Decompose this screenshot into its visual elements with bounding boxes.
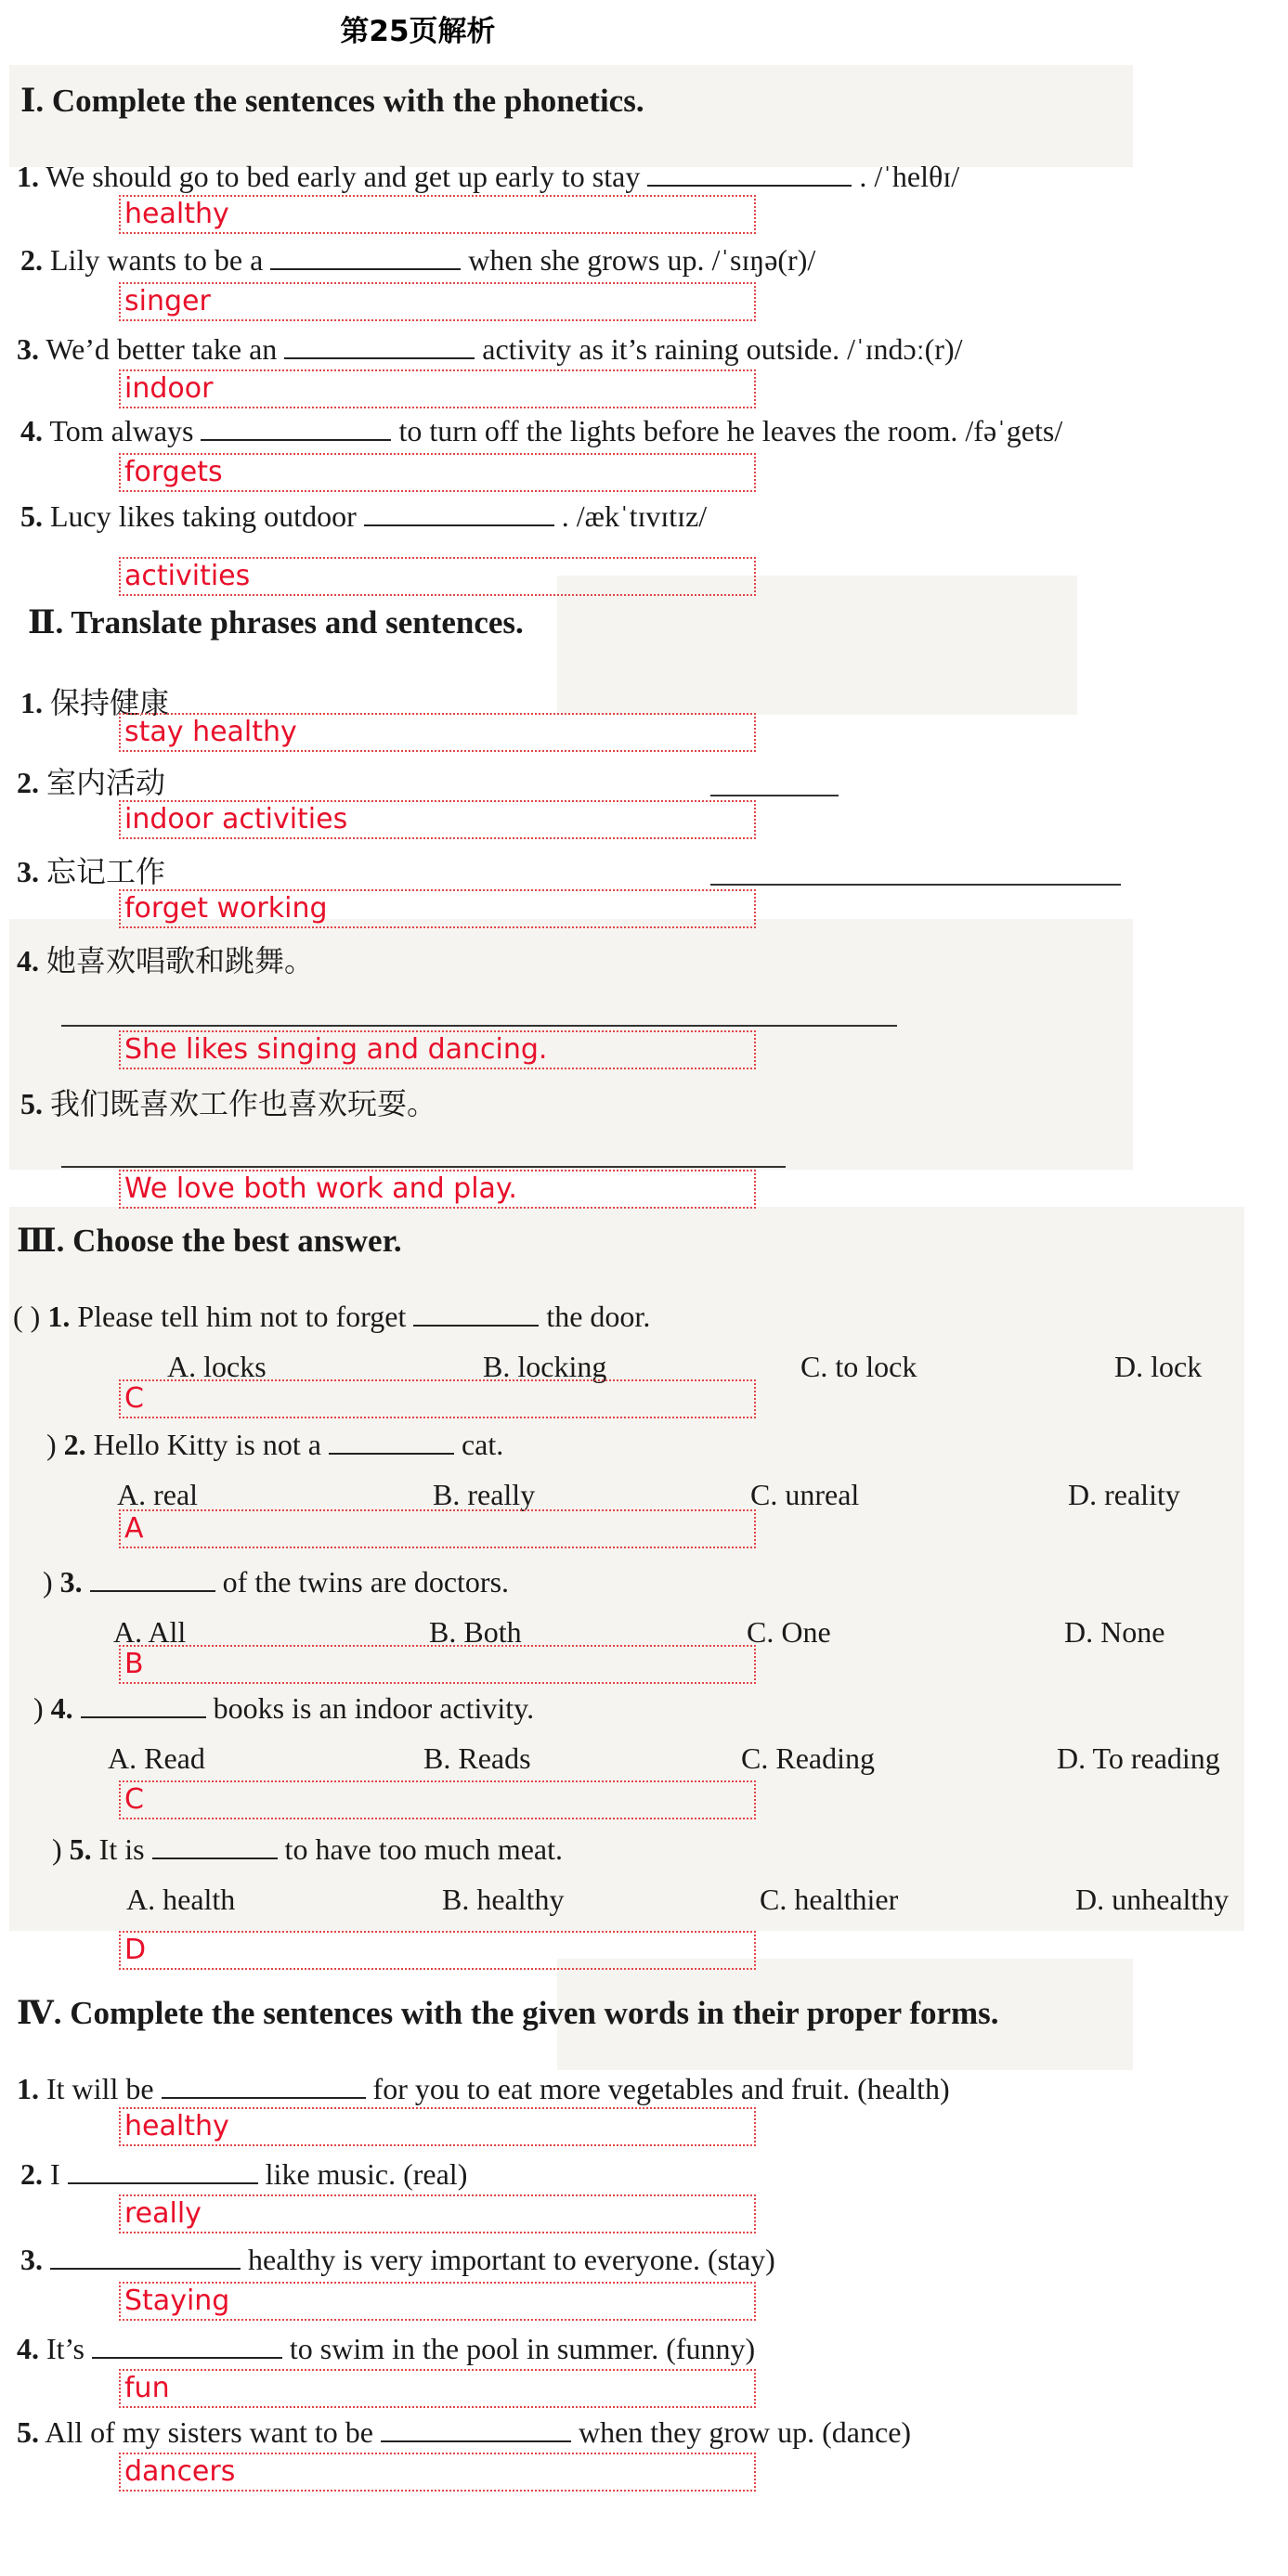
option-a: A. locks bbox=[167, 1350, 267, 1383]
answer-box: C bbox=[119, 1780, 756, 1819]
s3-q2 bbox=[46, 1428, 503, 1462]
answer-box: really bbox=[119, 2194, 756, 2233]
option-c: C. to lock bbox=[800, 1350, 917, 1383]
answer-box: dancers bbox=[119, 2453, 756, 2492]
s3-q2-num: 2. bbox=[63, 1428, 86, 1461]
s1-q5-num: 5. bbox=[20, 499, 43, 533]
s1-q5 bbox=[20, 499, 707, 534]
answer-box: activities bbox=[119, 557, 756, 596]
s1-q2-phonetic: when she grows up. /ˈsɪŋə(r)/ bbox=[468, 243, 816, 277]
s3-q2-paren: ) bbox=[46, 1428, 57, 1461]
option-c: C. One bbox=[747, 1615, 831, 1649]
s1-q2-num: 2. bbox=[20, 243, 43, 277]
option-d: D. lock bbox=[1114, 1350, 1203, 1383]
section-4-heading: Ⅳ. Complete the sentences with the given words in their proper forms. bbox=[17, 1995, 999, 2031]
s1-q5-phonetic: . /ækˈtɪvɪtɪz/ bbox=[561, 499, 708, 533]
answer-box: fun bbox=[119, 2369, 756, 2408]
s1-q3 bbox=[17, 332, 962, 367]
blank bbox=[284, 356, 475, 359]
answer-box: A bbox=[119, 1509, 756, 1548]
s2-q5-num: 5. bbox=[20, 1087, 43, 1120]
s2-q3-text: 忘记工作 bbox=[46, 855, 166, 888]
answer-box: B bbox=[119, 1645, 756, 1684]
s3-q4 bbox=[33, 1691, 534, 1726]
blank bbox=[270, 267, 461, 270]
blank bbox=[413, 1324, 539, 1327]
s3-q1-num: 1. bbox=[47, 1300, 71, 1333]
s4-q2-text-end: like music. (real) bbox=[265, 2157, 468, 2191]
s2-q2-num: 2. bbox=[17, 766, 39, 799]
blank bbox=[647, 184, 852, 187]
s4-q3-text: healthy is very important to everyone. (stay) bbox=[248, 2243, 775, 2276]
blank bbox=[81, 1715, 206, 1718]
s2-q4-num: 4. bbox=[17, 944, 39, 977]
s1-q1-text: We should go to bed early and get up early to stay bbox=[46, 160, 641, 193]
blank-line bbox=[710, 795, 839, 796]
s4-q4-num: 4. bbox=[17, 2332, 39, 2365]
s3-q2-text: Hello Kitty is not a bbox=[93, 1428, 321, 1461]
option-d: D. None bbox=[1064, 1615, 1165, 1649]
s3-q3-text: of the twins are doctors. bbox=[222, 1565, 510, 1599]
answer-box: C bbox=[119, 1379, 756, 1418]
s4-q3 bbox=[20, 2243, 775, 2277]
s4-q5-text: All of my sisters want to be bbox=[45, 2415, 373, 2449]
blank bbox=[90, 1589, 215, 1592]
s3-q5-text-end: to have too much meat. bbox=[284, 1832, 564, 1866]
answer-box: Staying bbox=[119, 2282, 756, 2321]
blank-line bbox=[710, 884, 1121, 886]
s1-q4 bbox=[20, 414, 1062, 448]
s3-q2-text-end: cat. bbox=[461, 1428, 504, 1461]
option-b: B. locking bbox=[483, 1350, 607, 1383]
s2-q5-text: 我们既喜欢工作也喜欢玩耍。 bbox=[50, 1087, 437, 1120]
s1-q1-phonetic: . /ˈhelθɪ/ bbox=[859, 160, 960, 193]
s2-q1-num: 1. bbox=[20, 686, 43, 719]
blank bbox=[50, 2267, 241, 2270]
option-b: B. Reads bbox=[423, 1741, 531, 1775]
s4-q1-text: It will be bbox=[46, 2072, 154, 2105]
answer-box: forget working bbox=[119, 889, 756, 928]
s2-q2 bbox=[17, 759, 165, 802]
s3-q4-text: books is an indoor activity. bbox=[213, 1691, 535, 1725]
option-d: D. reality bbox=[1068, 1478, 1180, 1511]
s4-q2 bbox=[20, 2157, 467, 2192]
answer-box: healthy bbox=[119, 2107, 756, 2146]
option-d: D. To reading bbox=[1057, 1741, 1220, 1775]
blank bbox=[152, 1857, 278, 1859]
s1-q4-text: Tom always bbox=[49, 414, 194, 447]
s3-q1 bbox=[13, 1300, 650, 1334]
s2-q4-text: 她喜欢唱歌和跳舞。 bbox=[46, 944, 315, 977]
s4-q2-text: I bbox=[50, 2157, 60, 2191]
answer-box: We love both work and play. bbox=[119, 1170, 756, 1209]
page-title: 第25页解析 bbox=[340, 15, 496, 48]
answer-box: indoor activities bbox=[119, 800, 756, 839]
blank bbox=[364, 524, 554, 526]
option-d: D. unhealthy bbox=[1075, 1883, 1229, 1916]
option-c: C. unreal bbox=[750, 1478, 860, 1511]
s3-q1-text: Please tell him not to forget bbox=[77, 1300, 407, 1333]
section-3-heading: Ⅲ. Choose the best answer. bbox=[17, 1223, 402, 1259]
s4-q5-text-end: when they grow up. (dance) bbox=[578, 2415, 912, 2449]
s3-q4-num: 4. bbox=[50, 1691, 73, 1725]
s2-q1-text: 保持健康 bbox=[50, 686, 170, 719]
option-a: A. Read bbox=[108, 1741, 205, 1775]
s1-q1 bbox=[17, 160, 959, 194]
option-b: B. really bbox=[433, 1478, 536, 1511]
s3-q3 bbox=[43, 1565, 509, 1599]
s1-q2 bbox=[20, 243, 815, 278]
option-b: B. healthy bbox=[442, 1883, 565, 1916]
s4-q2-num: 2. bbox=[20, 2157, 43, 2191]
blank-line bbox=[61, 1025, 897, 1027]
option-a: A. health bbox=[126, 1883, 236, 1916]
blank bbox=[162, 2096, 366, 2099]
s1-q3-text: We’d better take an bbox=[46, 332, 278, 366]
option-c: C. Reading bbox=[741, 1741, 875, 1775]
s4-q4-text-end: to swim in the pool in summer. (funny) bbox=[289, 2332, 756, 2365]
s4-q1-text-end: for you to eat more vegetables and fruit. (health) bbox=[372, 2072, 950, 2105]
s3-q4-paren: ) bbox=[33, 1691, 44, 1725]
s1-q4-num: 4. bbox=[20, 414, 43, 447]
option-a: A. real bbox=[117, 1478, 199, 1511]
s3-q5-text: It is bbox=[98, 1832, 145, 1866]
s2-q4 bbox=[17, 938, 314, 980]
s4-q4 bbox=[17, 2332, 755, 2366]
s1-q3-phonetic: activity as it’s raining outside. /ˈɪndɔː(r)/ bbox=[482, 332, 963, 366]
s2-q3 bbox=[17, 848, 165, 891]
option-b: B. Both bbox=[429, 1615, 522, 1649]
s1-q5-text: Lucy likes taking outdoor bbox=[50, 499, 357, 533]
blank bbox=[92, 2356, 282, 2359]
s4-q3-num: 3. bbox=[20, 2243, 43, 2276]
answer-box: indoor bbox=[119, 369, 756, 408]
s2-q3-num: 3. bbox=[17, 855, 39, 888]
section-2-heading: Ⅱ. Translate phrases and sentences. bbox=[28, 604, 524, 641]
section-1-heading: Ⅰ. Complete the sentences with the phonetics. bbox=[20, 83, 644, 119]
s1-q3-num: 3. bbox=[17, 332, 39, 366]
blank bbox=[329, 1452, 454, 1455]
s3-q5-paren: ) bbox=[52, 1832, 62, 1866]
s4-q4-text: It’s bbox=[46, 2332, 85, 2365]
blank bbox=[381, 2440, 571, 2442]
blank bbox=[68, 2181, 258, 2184]
answer-box: She likes singing and dancing. bbox=[119, 1030, 756, 1069]
s3-q5 bbox=[52, 1832, 563, 1867]
s4-q5-num: 5. bbox=[17, 2415, 39, 2449]
s4-q5 bbox=[17, 2415, 911, 2450]
s3-q3-num: 3. bbox=[59, 1565, 83, 1599]
answer-box: D bbox=[119, 1931, 756, 1970]
s1-q4-phonetic: to turn off the lights before he leaves the room. /fəˈgets/ bbox=[398, 414, 1063, 447]
blank-line bbox=[61, 1166, 786, 1168]
s1-q2-text: Lily wants to be a bbox=[50, 243, 264, 277]
s2-q5 bbox=[20, 1081, 436, 1123]
option-a: A. All bbox=[113, 1615, 187, 1649]
blank bbox=[201, 438, 391, 441]
s3-q1-paren: ( ) bbox=[13, 1300, 41, 1333]
answer-box: forgets bbox=[119, 453, 756, 492]
s1-q1-num: 1. bbox=[17, 160, 39, 193]
s3-q1-text-end: the door. bbox=[546, 1300, 651, 1333]
answer-box: healthy bbox=[119, 195, 756, 234]
s4-q1-num: 1. bbox=[17, 2072, 39, 2105]
s4-q1 bbox=[17, 2072, 950, 2106]
option-c: C. healthier bbox=[760, 1883, 899, 1916]
s3-q5-num: 5. bbox=[69, 1832, 92, 1866]
s2-q2-text: 室内活动 bbox=[46, 766, 166, 799]
s3-q3-paren: ) bbox=[43, 1565, 53, 1599]
answer-box: singer bbox=[119, 282, 756, 321]
answer-box: stay healthy bbox=[119, 713, 756, 752]
